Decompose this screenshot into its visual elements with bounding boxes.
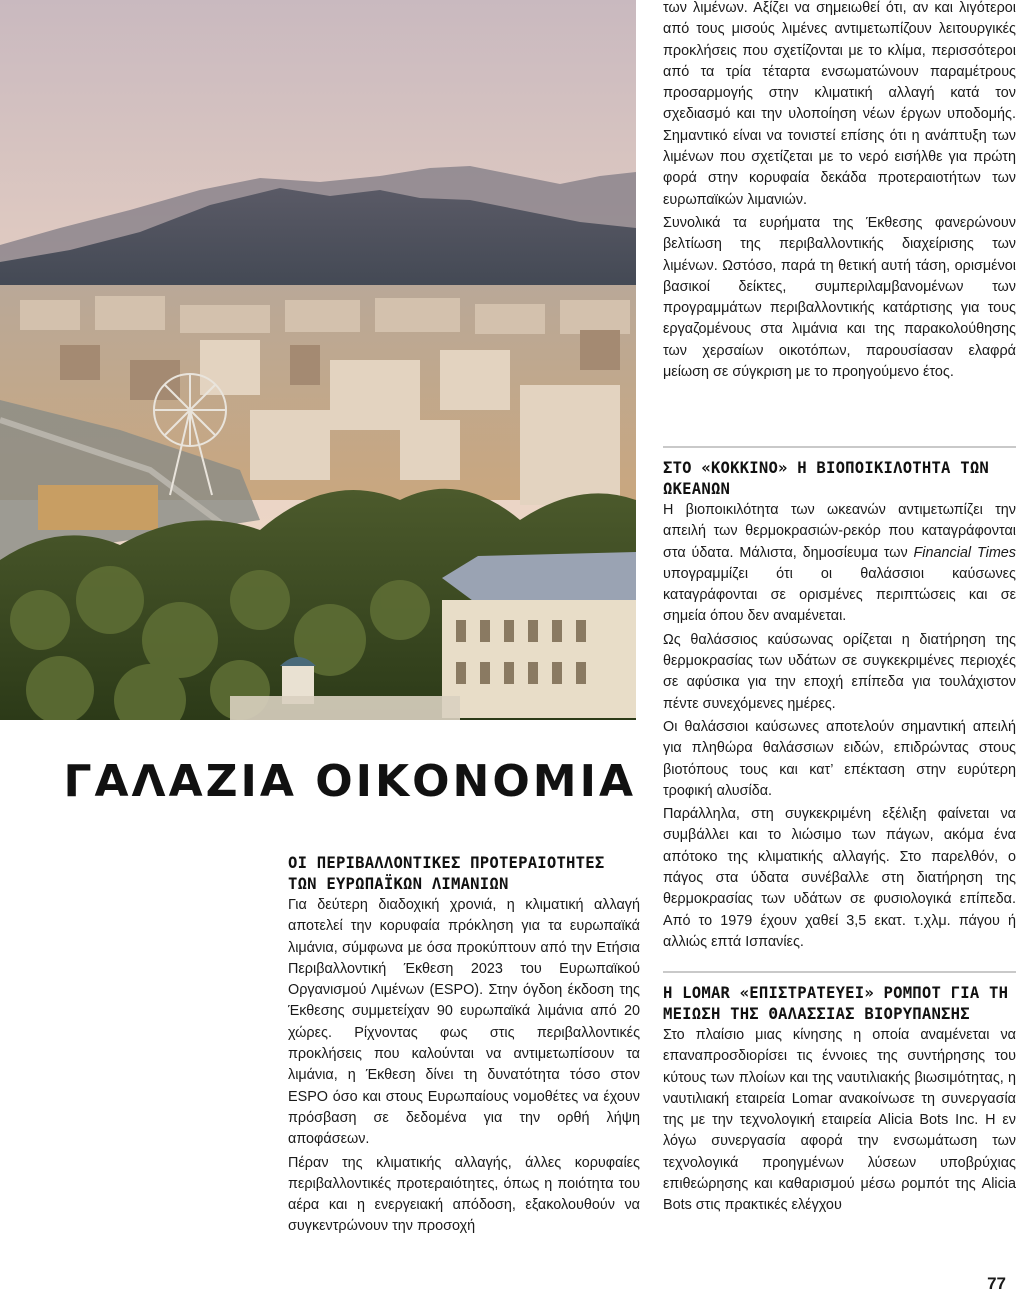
section-heading: ΣΤΟ «ΚΟΚΚΙΝΟ» Η ΒΙΟΠΟΙΚΙΛΟΤΗΤΑ ΤΩΝ ΩΚΕΑΝΩΝ: [663, 459, 989, 498]
paragraph: των λιμένων. Αξίζει να σημειωθεί ότι, αν και λιγότεροι από τους μισούς λιμένες αντιμετωπίζουν λειτουργικές προκλήσεις που σχετίζονται με το κλίμα, περισσότεροι από τα τρία τέταρτα ενσωματώνουν παραμέτρους προσαρμογής στην κλιματική αλλαγή κατά τον σχεδιασμό και την υλοποίηση νέων έργων υποδομής. Σημαντικό είναι να τονιστεί επίσης ότι η ανάπτυξη των λιμένων που σχετίζεται με το νερό εισήλθε για πρώτη φορά στην κορυφαία δεκάδα προτεραιοτήτων των ευρωπαϊκών λιμανιών.: [663, 0, 1016, 208]
section-heading: ΟΙ ΠΕΡΙΒΑΛΛΟΝΤΙΚΕΣ ΠΡΟΤΕΡΑΙΟΤΗΤΕΣ ΤΩΝ ΕΥΡΩΠΑΪΚΩΝ ΛΙΜΑΝΙΩΝ: [288, 854, 605, 893]
city-photo-illustration: [0, 0, 636, 720]
paragraph: Για δεύτερη διαδοχική χρονιά, η κλιματική αλλαγή αποτελεί την κορυφαία πρόκληση για τα ευρωπαϊκά λιμάνια, σύμφωνα με όσα προκύπτουν από την Ετήσια Περιβαλλοντική Έκθεση 2023 του Ευρωπαϊκού Οργανισμού Λιμένων (ESPO). Στην όγδοη έκδοση της Έκθεσης συμμετείχαν 90 ευρωπαϊκά λιμάνια από 20 χώρες. Ρίχνοντας φως στις περιβαλλοντικές προκλήσεις που καλούνται να αντιμετωπίσουν τα λιμάνια, η Έκθεση δίνει τη δυνατότητα τόσο στον ESPO όσο και στους Ευρωπαίους νομοθέτες να έχουν πρόσβαση σε δεδομένα για την ορθή λήψη αποφάσεων.: [288, 897, 640, 1148]
text: Η βιοποικιλότητα των ωκεανών αντιμετωπίζει την απειλή των θερμοκρασιών-ρεκόρ που καταγράφονται στα ύδατα. Μάλιστα, δημοσίευμα των: [663, 502, 1016, 561]
divider: [663, 971, 1016, 973]
page-title: ΓΑΛΑΖΙΑ ΟΙΚΟΝΟΜΙΑ: [63, 756, 636, 807]
city-harbor-photo: [0, 0, 636, 720]
paragraph: Οι θαλάσσιοι καύσωνες αποτελούν σημαντική απειλή για πληθώρα θαλάσσιων ειδών, επιδρώντας στους βιοτόπους τους και κατ’ επέκταση στην ευρύτερη τροφική αλυσίδα.: [663, 718, 1016, 799]
paragraph: Παράλληλα, στη συγκεκριμένη εξέλιξη φαίνεται να συμβάλλει και το λιώσιμο των πάγων, ακόμα ένα απότοκο της κλιματικής αλλαγής. Στο παρελθόν, ο πάγος στα ύδατα συνέβαλλε στη διατήρηση της θερμοκρασίας των υδάτων σε φυσιολογικά επίπεδα. Από το 1979 έχουν χαθεί 3,5 εκατ. τ.χλμ. πάγου ή αλλιώς επτά Ισπανίες.: [663, 806, 1016, 950]
section-heading: Η LOMAR «ΕΠΙΣΤΡΑΤΕΥΕΙ» ΡΟΜΠΟΤ ΓΙΑ ΤΗ ΜΕΙΩΣΗ ΤΗΣ ΘΑΛΑΣΣΙΑΣ ΒΙΟΡΥΠΑΝΣΗΣ: [663, 984, 1009, 1023]
section-environmental-priorities: [288, 853, 640, 1238]
paragraph: Πέραν της κλιματικής αλλαγής, άλλες κορυφαίες περιβαλλοντικές προτεραιότητες, όπως η ποιότητα του αέρα και η ενεργειακή απόδοση, εξακολουθούν να συγκεντρώνουν την προσοχή: [288, 1154, 640, 1235]
section-environmental-priorities-cont: [663, 0, 1016, 383]
divider: [663, 446, 1016, 448]
paragraph: Στο πλαίσιο μιας κίνησης η οποία αναμένεται να επαναπροσδιορίσει τις έννοιες της συντήρησης του κύτους των πλοίων και της ναυτιλιακής βιωσιμότητας, η ναυτιλιακή εταιρεία Lomar ανακοίνωσε τη συνεργασία της με την τεχνολογική εταιρεία Alicia Bots Inc. Η εν λόγω συνεργασία αφορά την ενσωμάτωση των τεχνολογικά προηγμένων λύσεων υποβρύχιας επιθεώρησης και καθαρισμού μέσω ρομπότ της Alicia Bots στις πρακτικές ελέγχου: [663, 1027, 1016, 1214]
paragraph: [663, 500, 1016, 628]
paragraph: Ως θαλάσσιος καύσωνας ορίζεται η διατήρηση της θερμοκρασίας των υδάτων σε συγκεκριμένες περιοχές σε αφύσικα για την εποχή επίπεδα για τουλάχιστον πέντε συνεχόμενες ημέρες.: [663, 631, 1016, 712]
section-ocean-biodiversity: [663, 446, 1016, 953]
text: υπογραμμίζει ότι οι θαλάσσιοι καύσωνες καταγράφονται σε ορισμένες περιπτώσεις και σε σημεία όπου δεν αναμένεται.: [663, 565, 1016, 625]
page-number: 77: [987, 1274, 1006, 1293]
section-lomar-robots: [663, 971, 1016, 1217]
paragraph: Συνολικά τα ευρήματα της Έκθεσης φανερώνουν βελτίωση της περιβαλλοντικής διαχείρισης των λιμένων. Ωστόσο, παρά τη θετική αυτή τάση, ορισμένοι βασικοί δείκτες, συμπεριλαμβανομένων των προγραμμάτων περιβαλλοντικής κατάρτισης για τους εργαζομένους στα λιμάνια και της παρακολούθησης των χερσαίων οικοτόπων, παρουσίασαν ελαφρά μείωση σε σύγκριση με το προηγούμενο έτος.: [663, 214, 1016, 381]
publication-name: Financial Times: [913, 544, 1016, 561]
